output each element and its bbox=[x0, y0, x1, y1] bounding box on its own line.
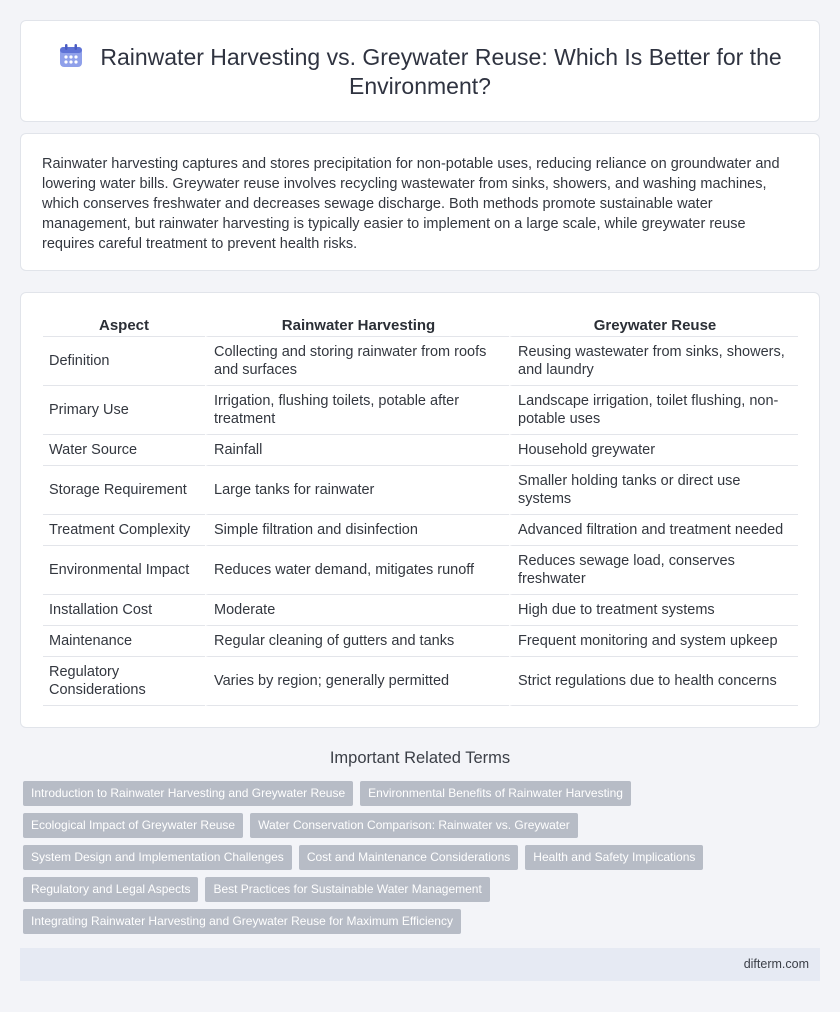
table-cell-aspect: Regulatory Considerations bbox=[43, 657, 205, 706]
table-row bbox=[43, 466, 798, 515]
footer-site-link[interactable]: difterm.com bbox=[743, 957, 809, 971]
calendar-icon bbox=[58, 43, 84, 69]
table-cell-greywater: Household greywater bbox=[509, 435, 798, 466]
related-terms-list bbox=[23, 781, 813, 941]
table-row bbox=[43, 546, 798, 595]
comparison-table-card bbox=[20, 292, 820, 728]
table-cell-greywater: Smaller holding tanks or direct use systems bbox=[509, 466, 798, 515]
table-row bbox=[43, 626, 798, 657]
table-header-row bbox=[43, 315, 798, 337]
table-cell-aspect: Water Source bbox=[43, 435, 205, 466]
related-term-tag[interactable]: Regulatory and Legal Aspects bbox=[23, 877, 198, 902]
column-header-greywater: Greywater Reuse bbox=[509, 315, 798, 337]
table-cell-greywater: Landscape irrigation, toilet flushing, non-potable uses bbox=[509, 386, 798, 435]
table-cell-rainwater: Large tanks for rainwater bbox=[205, 466, 509, 515]
table-cell-rainwater: Varies by region; generally permitted bbox=[205, 657, 509, 706]
table-cell-rainwater: Rainfall bbox=[205, 435, 509, 466]
related-term-tag[interactable]: Ecological Impact of Greywater Reuse bbox=[23, 813, 243, 838]
table-row bbox=[43, 337, 798, 386]
table-cell-greywater: Reduces sewage load, conserves freshwater bbox=[509, 546, 798, 595]
comparison-table bbox=[43, 315, 798, 706]
table-row bbox=[43, 657, 798, 706]
intro-card bbox=[20, 133, 820, 271]
page-title-text: Rainwater Harvesting vs. Greywater Reuse: Which Is Better for the Environment? bbox=[100, 44, 782, 99]
table-cell-aspect: Definition bbox=[43, 337, 205, 386]
table-row bbox=[43, 515, 798, 546]
table-cell-rainwater: Moderate bbox=[205, 595, 509, 626]
related-term-tag[interactable]: Introduction to Rainwater Harvesting and Greywater Reuse bbox=[23, 781, 353, 806]
table-row bbox=[43, 435, 798, 466]
table-cell-aspect: Maintenance bbox=[43, 626, 205, 657]
related-term-tag[interactable]: Water Conservation Comparison: Rainwater vs. Greywater bbox=[250, 813, 578, 838]
table-cell-greywater: Frequent monitoring and system upkeep bbox=[509, 626, 798, 657]
table-cell-aspect: Environmental Impact bbox=[43, 546, 205, 595]
page-title bbox=[51, 43, 789, 101]
table-cell-aspect: Installation Cost bbox=[43, 595, 205, 626]
table-cell-greywater: High due to treatment systems bbox=[509, 595, 798, 626]
related-terms-heading: Important Related Terms bbox=[329, 749, 511, 767]
table-cell-aspect: Storage Requirement bbox=[43, 466, 205, 515]
table-cell-rainwater: Irrigation, flushing toilets, potable after treatment bbox=[205, 386, 509, 435]
related-term-tag[interactable]: System Design and Implementation Challenges bbox=[23, 845, 292, 870]
column-header-aspect: Aspect bbox=[43, 315, 205, 337]
table-cell-rainwater: Reduces water demand, mitigates runoff bbox=[205, 546, 509, 595]
intro-paragraph: Rainwater harvesting captures and stores precipitation for non-potable uses, reducing reliance on groundwater and lowering water bills. Greywater reuse involves recycling wastewater from sinks, showers, and washing machines, which conserves freshwater and decreases sewage discharge. Both methods promote sustainable water management, but rainwater harvesting is typically easier to implement on a large scale, while greywater reuse requires careful treatment to prevent health risks. bbox=[42, 156, 780, 252]
table-cell-aspect: Treatment Complexity bbox=[43, 515, 205, 546]
footer-bar bbox=[20, 948, 820, 981]
table-cell-rainwater: Collecting and storing rainwater from roofs and surfaces bbox=[205, 337, 509, 386]
column-header-rainwater: Rainwater Harvesting bbox=[205, 315, 509, 337]
table-cell-greywater: Reusing wastewater from sinks, showers, and laundry bbox=[509, 337, 798, 386]
related-term-tag[interactable]: Cost and Maintenance Considerations bbox=[299, 845, 518, 870]
related-term-tag[interactable]: Environmental Benefits of Rainwater Harvesting bbox=[360, 781, 631, 806]
table-cell-rainwater: Regular cleaning of gutters and tanks bbox=[205, 626, 509, 657]
table-row bbox=[43, 595, 798, 626]
table-row bbox=[43, 386, 798, 435]
title-card bbox=[20, 20, 820, 122]
related-term-tag[interactable]: Integrating Rainwater Harvesting and Greywater Reuse for Maximum Efficiency bbox=[23, 909, 461, 934]
table-cell-aspect: Primary Use bbox=[43, 386, 205, 435]
table-cell-greywater: Strict regulations due to health concerns bbox=[509, 657, 798, 706]
related-term-tag[interactable]: Health and Safety Implications bbox=[525, 845, 703, 870]
related-term-tag[interactable]: Best Practices for Sustainable Water Management bbox=[205, 877, 489, 902]
table-cell-greywater: Advanced filtration and treatment needed bbox=[509, 515, 798, 546]
table-cell-rainwater: Simple filtration and disinfection bbox=[205, 515, 509, 546]
